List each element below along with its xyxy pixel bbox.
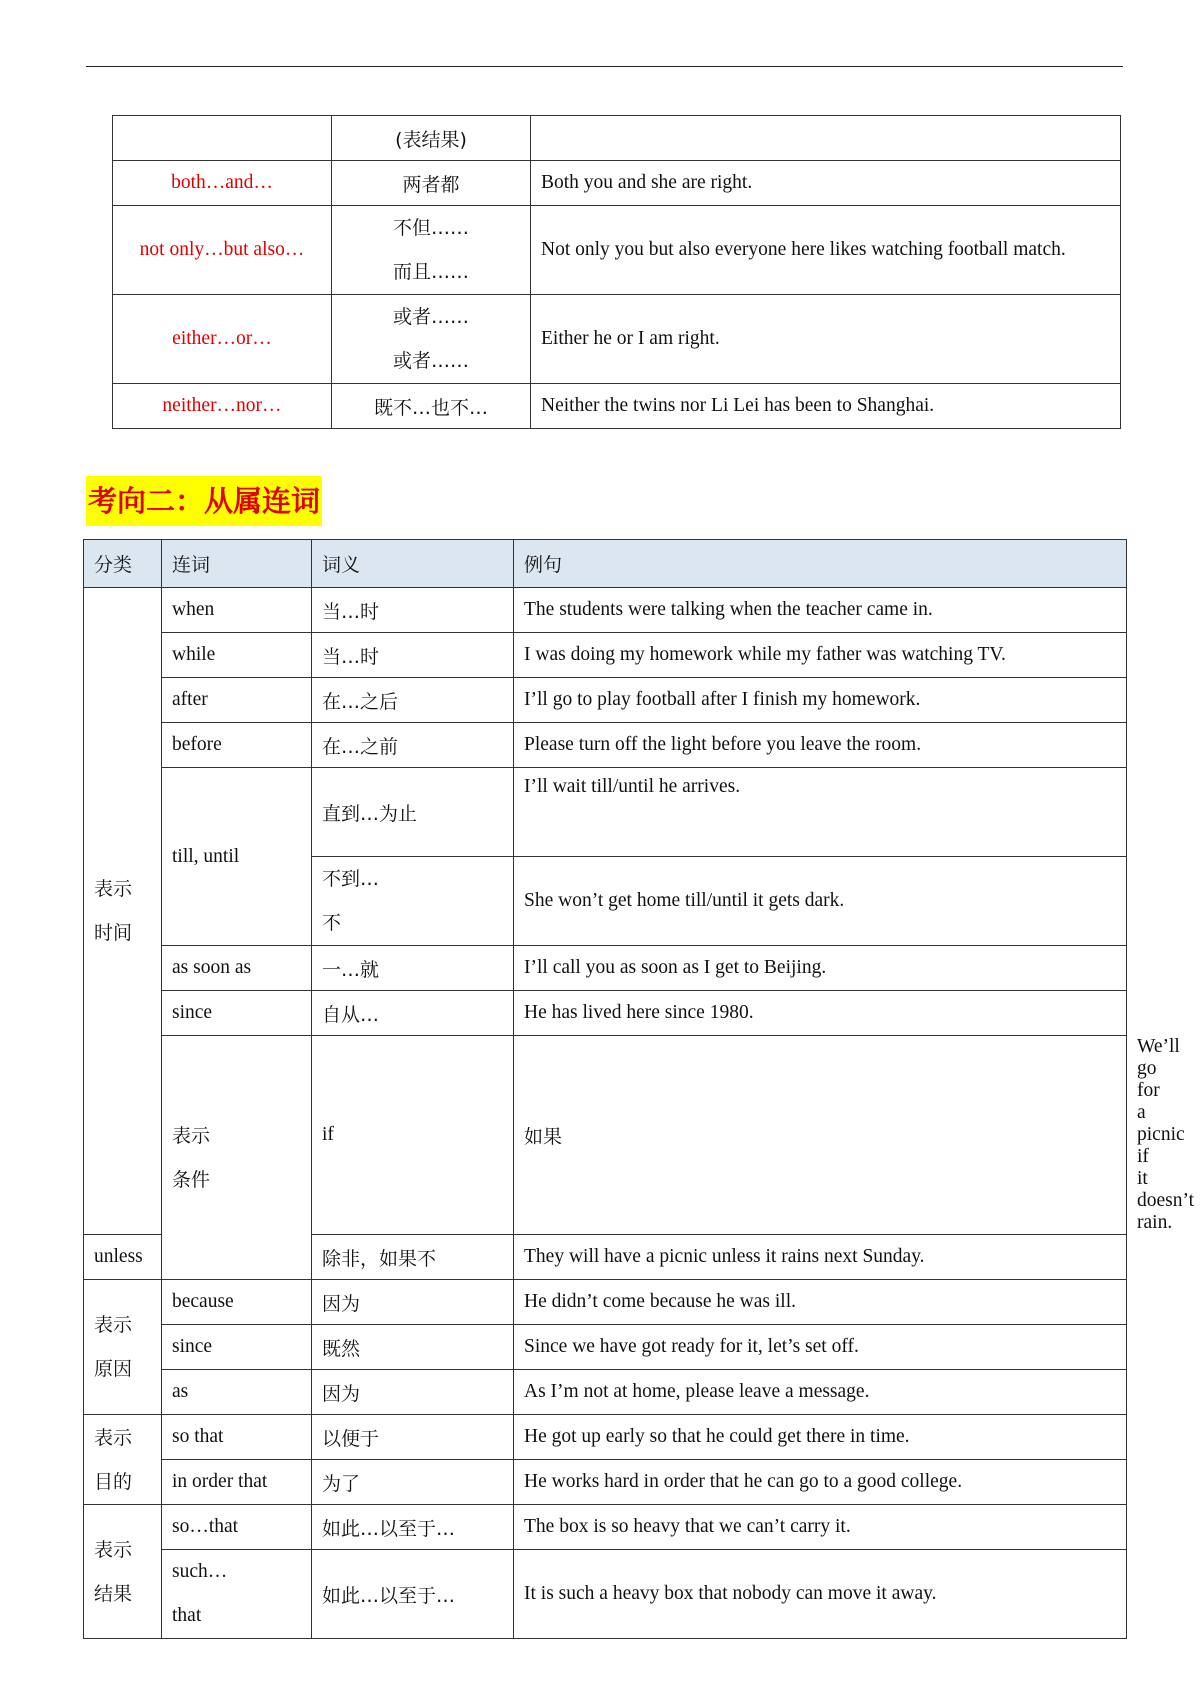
category-label: 时间 — [94, 922, 133, 944]
meaning-cell: 如果 — [514, 1036, 1127, 1235]
conjunction-cell — [113, 116, 332, 161]
conjunction-line: such… — [172, 1561, 228, 1582]
column-header: 词义 — [312, 540, 514, 588]
meaning-cell — [332, 206, 531, 295]
conjunction-cell: neither…nor… — [113, 384, 332, 429]
meaning-cell: 两者都 — [332, 161, 531, 206]
header-rule — [86, 66, 1123, 67]
example-cell: They will have a picnic unless it rains next Sunday. — [514, 1235, 1127, 1280]
meaning-cell: 因为 — [312, 1280, 514, 1325]
table-header-row — [84, 540, 1127, 588]
meaning-cell: 因为 — [312, 1370, 514, 1415]
meaning-cell: 既不…也不… — [332, 384, 531, 429]
meaning-line: 或者…… — [392, 350, 469, 372]
table-row — [84, 991, 1127, 1036]
category-reason — [84, 1280, 162, 1415]
conjunction-cell: since — [162, 991, 312, 1036]
column-header: 例句 — [514, 540, 1127, 588]
category-time — [84, 588, 162, 1235]
meaning-cell: 当…时 — [312, 633, 514, 678]
conjunction-cell: unless — [84, 1235, 162, 1280]
meaning-cell — [312, 857, 514, 946]
table-row — [84, 678, 1127, 723]
meaning-cell — [332, 295, 531, 384]
category-label: 表示 — [172, 1124, 211, 1147]
category-condition — [162, 1036, 312, 1280]
conjunction-cell: so…that — [162, 1505, 312, 1550]
meaning-line: 不 — [322, 912, 342, 934]
table-row — [84, 1460, 1127, 1505]
example-cell: Both you and she are right. — [531, 161, 1121, 206]
table-row — [113, 116, 1121, 161]
conjunction-cell: in order that — [162, 1460, 312, 1505]
conjunction-cell: before — [162, 723, 312, 768]
category-purpose — [84, 1415, 162, 1505]
category-label: 表示 — [94, 1538, 133, 1561]
example-cell: I’ll wait till/until he arrives. — [514, 768, 1127, 857]
table-row — [84, 633, 1127, 678]
conjunction-cell: as — [162, 1370, 312, 1415]
meaning-cell: 为了 — [312, 1460, 514, 1505]
table-row — [113, 206, 1121, 295]
table-row — [113, 161, 1121, 206]
example-cell: It is such a heavy box that nobody can move it away. — [514, 1550, 1127, 1639]
conjunction-cell: either…or… — [113, 295, 332, 384]
meaning-cell: 直到…为止 — [312, 768, 514, 857]
example-cell — [531, 116, 1121, 161]
conjunction-cell: while — [162, 633, 312, 678]
coordinating-conjunctions-table — [112, 115, 1121, 429]
table-row — [84, 1370, 1127, 1415]
meaning-line: 不但…… — [392, 217, 469, 239]
meaning-cell: 当…时 — [312, 588, 514, 633]
table-row — [84, 588, 1127, 633]
category-label: 表示 — [94, 878, 133, 900]
example-cell: Either he or I am right. — [531, 295, 1121, 384]
category-label: 条件 — [172, 1168, 211, 1191]
table-row — [84, 1550, 1127, 1639]
meaning-cell: 如此…以至于… — [312, 1550, 514, 1639]
example-cell: He has lived here since 1980. — [514, 991, 1127, 1036]
table-row — [84, 1415, 1127, 1460]
conjunction-cell: because — [162, 1280, 312, 1325]
section-title: 考向二：从属连词 — [86, 476, 322, 526]
conjunction-cell: till, until — [162, 768, 312, 946]
example-cell: He didn’t come because he was ill. — [514, 1280, 1127, 1325]
conjunction-cell: as soon as — [162, 946, 312, 991]
conjunction-cell: not only…but also… — [113, 206, 332, 295]
meaning-cell: 除非，如果不 — [312, 1235, 514, 1280]
conjunction-cell: both…and… — [113, 161, 332, 206]
example-cell: I’ll call you as soon as I get to Beijing. — [514, 946, 1127, 991]
conjunction-cell — [162, 1550, 312, 1639]
conjunction-cell: since — [162, 1325, 312, 1370]
meaning-line: 不到… — [322, 868, 380, 890]
category-label: 表示 — [94, 1314, 133, 1336]
meaning-cell: 以便于 — [312, 1415, 514, 1460]
meaning-line: 或者…… — [392, 306, 469, 328]
example-cell: He works hard in order that he can go to a good college. — [514, 1460, 1127, 1505]
table-row — [84, 946, 1127, 991]
conjunction-cell: so that — [162, 1415, 312, 1460]
table-row — [84, 1505, 1127, 1550]
example-cell: Neither the twins nor Li Lei has been to Shanghai. — [531, 384, 1121, 429]
meaning-line: 而且…… — [392, 261, 469, 283]
table-row — [113, 384, 1121, 429]
meaning-cell: 如此…以至于… — [312, 1505, 514, 1550]
meaning-cell: 自从… — [312, 991, 514, 1036]
table-row: 表示 条件 if 如果 We’ll go for a picnic if it doesn’t rain. — [84, 1036, 1127, 1235]
table-row — [84, 723, 1127, 768]
conjunction-cell: after — [162, 678, 312, 723]
table-row — [84, 768, 1127, 857]
meaning-cell: (表结果) — [332, 116, 531, 161]
column-header: 连词 — [162, 540, 312, 588]
conjunction-line: that — [172, 1605, 202, 1626]
example-cell: I was doing my homework while my father was watching TV. — [514, 633, 1127, 678]
example-cell: Not only you but also everyone here likes watching football match. — [531, 206, 1121, 295]
meaning-cell: 在…之前 — [312, 723, 514, 768]
example-cell: The box is so heavy that we can’t carry it. — [514, 1505, 1127, 1550]
table-row — [84, 1280, 1127, 1325]
example-cell: I’ll go to play football after I finish my homework. — [514, 678, 1127, 723]
example-cell: As I’m not at home, please leave a message. — [514, 1370, 1127, 1415]
column-header: 分类 — [84, 540, 162, 588]
subordinating-conjunctions-table — [83, 539, 1195, 1639]
example-cell: She won’t get home till/until it gets dark. — [514, 857, 1127, 946]
category-label: 结果 — [94, 1582, 133, 1605]
meaning-cell: 一…就 — [312, 946, 514, 991]
category-label: 原因 — [94, 1358, 133, 1380]
category-result — [84, 1505, 162, 1639]
example-cell: He got up early so that he could get there in time. — [514, 1415, 1127, 1460]
example-cell: The students were talking when the teacher came in. — [514, 588, 1127, 633]
conjunction-cell: if — [312, 1036, 514, 1235]
meaning-cell: 在…之后 — [312, 678, 514, 723]
category-label: 表示 — [94, 1426, 133, 1449]
example-cell: Since we have got ready for it, let’s set off. — [514, 1325, 1127, 1370]
conjunction-cell: when — [162, 588, 312, 633]
table-row — [84, 1325, 1127, 1370]
meaning-cell: 既然 — [312, 1325, 514, 1370]
category-label: 目的 — [94, 1470, 133, 1493]
table-row — [113, 295, 1121, 384]
example-cell: Please turn off the light before you leave the room. — [514, 723, 1127, 768]
